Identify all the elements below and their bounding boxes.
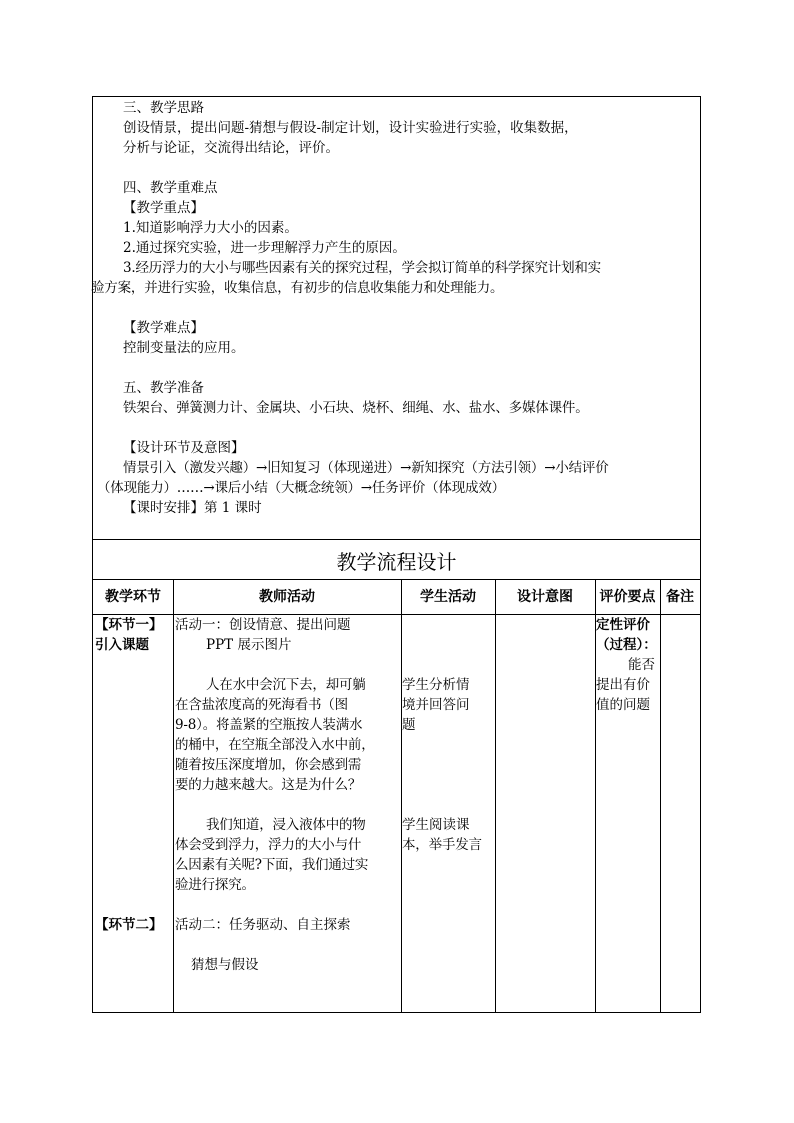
key-point-3a: 3.经历浮力的大小与哪些因素有关的探究过程，学会拟订简单的科学探究计划和实 <box>123 260 601 276</box>
evaluation-text: 提出有价 <box>596 677 650 693</box>
teacher-paragraph-line: 要的力越来越大。这是为什么？ <box>175 777 362 793</box>
stage1-label: 【环节一】 <box>95 617 163 633</box>
section5-content: 铁架台、弹簧测力计、金属块、小石块、烧杯、细绳、水、盐水、多媒体课件。 <box>123 400 589 416</box>
section3-heading: 三、教学思路 <box>123 100 204 116</box>
key-point-3b: 验方案，并进行实验，收集信息，有初步的信息收集能力和处理能力。 <box>91 280 504 296</box>
section3-line2: 分析与论证，交流得出结论，评价。 <box>123 140 339 156</box>
activity1-title: 活动一：创设情意、提出问题 <box>175 617 351 633</box>
flow-table <box>92 579 701 1013</box>
teacher-paragraph-line: 随着按压深度增加，你会感到需 <box>175 757 362 773</box>
design-label: 【设计环节及意图】 <box>123 440 245 456</box>
student-activity-line: 学生分析情 <box>402 677 470 693</box>
schedule-text: 【课时安排】第 1 课时 <box>123 500 262 516</box>
flow-title-box <box>92 539 701 580</box>
teacher-paragraph-line: 我们知道，浸入液体中的物 <box>206 817 366 833</box>
teacher-paragraph-line: 人在水中会沉下去，却可躺 <box>206 677 366 693</box>
plan-section-box <box>92 96 701 539</box>
section5-heading: 五、教学准备 <box>123 380 204 396</box>
activity2-title: 活动二：任务驱动、自主探索 <box>175 917 351 933</box>
col-divider <box>401 580 402 1012</box>
student-activity-line: 本，举手发言 <box>402 837 482 853</box>
evaluation-text: 能否 <box>628 657 655 673</box>
key-point-2: 2.通过探究实验，进一步理解浮力产生的原因。 <box>123 240 406 256</box>
teacher-paragraph-line: 在含盐浓度高的死海看书（图 <box>175 697 348 713</box>
teacher-paragraph-line: 验进行探究。 <box>175 877 255 893</box>
teacher-paragraph-line: 体会受到浮力，浮力的大小与什 <box>175 837 362 853</box>
stage2-label: 【环节二】 <box>95 917 163 933</box>
header-intent: 设计意图 <box>517 589 573 605</box>
col-divider <box>495 580 496 1012</box>
teacher-paragraph-line: 的桶中，在空瓶全部没入水中前， <box>175 737 375 753</box>
design-line2: （体现能力）……→课后小结（大概念统领）→任务评价（体现成效） <box>97 480 505 496</box>
student-activity-line: 学生阅读课 <box>402 817 470 833</box>
header-student: 学生活动 <box>420 589 476 605</box>
student-activity-line: 境并回答问 <box>402 697 470 713</box>
evaluation-process: （过程）： <box>596 637 657 653</box>
col-divider <box>173 580 174 1012</box>
key-point-1: 1.知道影响浮力大小的因素。 <box>123 220 298 236</box>
header-notes: 备注 <box>666 589 694 605</box>
activity2-subtitle: 猜想与假设 <box>191 957 259 973</box>
design-line1: 情景引入（激发兴趣）→旧知复习（体现递进）→新知探究（方法引领）→小结评价 <box>123 460 609 476</box>
teacher-paragraph-line: 么因素有关呢?下面，我们通过实 <box>175 857 369 873</box>
col-divider <box>660 580 661 1012</box>
flow-title: 教学流程设计 <box>336 550 457 574</box>
key-points-label: 【教学重点】 <box>123 200 204 216</box>
header-teacher: 教师活动 <box>259 589 315 605</box>
section4-heading: 四、教学重难点 <box>123 180 218 196</box>
header-evaluation: 评价要点 <box>599 589 656 605</box>
student-activity-line: 题 <box>402 717 416 733</box>
header-stage: 教学环节 <box>105 589 161 605</box>
section3-line1: 创设情景，提出问题-猜想与假设-制定计划，设计实验进行实验，收集数据， <box>123 120 578 136</box>
evaluation-type: 定性评价 <box>596 617 650 633</box>
teacher-paragraph-line: 9-8）。将盖紧的空瓶按人装满水 <box>175 717 363 733</box>
difficulty-label: 【教学难点】 <box>123 320 204 336</box>
evaluation-text: 值的问题 <box>596 697 650 713</box>
activity1-ppt: PPT 展示图片 <box>206 637 292 653</box>
stage1-title: 引入课题 <box>95 637 149 653</box>
difficulty-text: 控制变量法的应用。 <box>123 340 245 356</box>
